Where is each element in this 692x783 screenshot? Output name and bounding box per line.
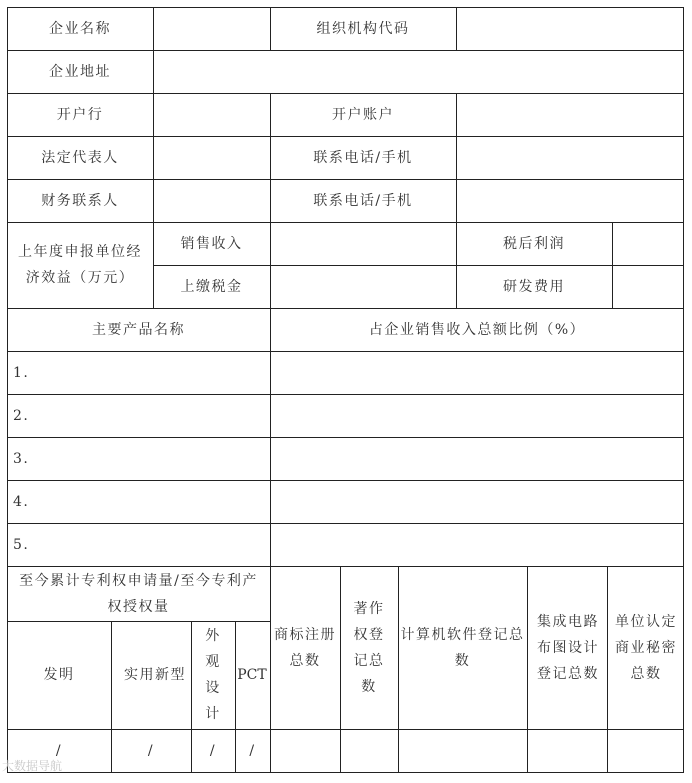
product-row-4[interactable]: 4. xyxy=(13,493,30,510)
label-legal-rep: 法定代表人 xyxy=(41,149,119,166)
hline-15 xyxy=(7,729,684,730)
input-ic-layout[interactable] xyxy=(527,729,607,773)
hline-bottom xyxy=(7,772,684,773)
watermark-text: 大数据导航 xyxy=(2,759,63,773)
vline-i xyxy=(398,566,399,773)
vline-j xyxy=(527,566,528,773)
input-rd-cost[interactable] xyxy=(612,265,684,308)
hline-7 xyxy=(7,308,684,309)
label-trade-secret: 单位认定商业秘密总数 xyxy=(615,613,677,682)
label-finance-contact: 财务联系人 xyxy=(41,192,119,209)
label-pct: PCT xyxy=(237,667,267,683)
vline-right xyxy=(683,7,684,773)
hline-9 xyxy=(7,394,684,395)
slash-pct[interactable]: / xyxy=(249,743,256,759)
label-main-product: 主要产品名称 xyxy=(92,321,185,338)
hline-12 xyxy=(7,523,684,524)
ratio-row-3[interactable] xyxy=(270,437,684,480)
hline-5 xyxy=(7,222,684,223)
slash-invention[interactable]: / xyxy=(55,743,63,759)
vline-a xyxy=(153,7,154,308)
vline-b1 xyxy=(270,7,271,50)
label-tax-paid: 上缴税金 xyxy=(180,278,243,295)
hline-11 xyxy=(7,480,684,481)
vline-h xyxy=(340,566,341,773)
label-software: 计算机软件登记总数 xyxy=(400,626,525,669)
input-software[interactable] xyxy=(398,729,527,773)
vline-left xyxy=(7,7,8,773)
label-revenue-ratio: 占企业销售收入总额比例（%） xyxy=(368,321,586,338)
hline-1 xyxy=(7,50,684,51)
label-bank-account: 开户账户 xyxy=(332,106,394,123)
vline-f xyxy=(191,621,192,773)
vline-c2 xyxy=(456,93,457,308)
vline-g xyxy=(235,621,236,773)
label-utility: 实用新型 xyxy=(124,667,186,683)
label-sales-revenue: 销售收入 xyxy=(180,235,243,252)
product-row-2[interactable]: 2. xyxy=(13,407,30,424)
slash-design[interactable]: / xyxy=(209,743,217,759)
hline-6 xyxy=(153,265,684,266)
input-company-name[interactable] xyxy=(153,7,270,50)
input-sales-revenue[interactable] xyxy=(270,222,456,265)
vline-k xyxy=(607,566,608,773)
label-contact-phone-2: 联系电话/手机 xyxy=(313,192,413,209)
ratio-row-4[interactable] xyxy=(270,480,684,523)
input-bank-account[interactable] xyxy=(456,93,684,136)
input-tax-paid[interactable] xyxy=(270,265,456,308)
label-copyright: 著作权登记总数 xyxy=(353,600,385,695)
vline-c1 xyxy=(456,7,457,50)
label-design: 外观设计 xyxy=(205,628,221,722)
input-after-tax-profit[interactable] xyxy=(612,222,684,265)
label-invention: 发明 xyxy=(43,667,75,683)
label-contact-phone-1: 联系电话/手机 xyxy=(313,149,413,166)
hline-3 xyxy=(7,136,684,137)
hline-14 xyxy=(7,621,270,622)
input-trade-secret[interactable] xyxy=(607,729,684,773)
ratio-row-2[interactable] xyxy=(270,394,684,437)
label-patent-header: 至今累计专利权申请量/至今专利产权授权量 xyxy=(19,572,258,615)
ratio-row-1[interactable] xyxy=(270,351,684,394)
hline-2 xyxy=(7,93,684,94)
input-bank[interactable] xyxy=(153,93,270,136)
hline-10 xyxy=(7,437,684,438)
input-copyright[interactable] xyxy=(340,729,398,773)
product-row-1[interactable]: 1. xyxy=(13,364,30,381)
label-trademark: 商标注册总数 xyxy=(274,626,336,669)
hline-8 xyxy=(7,351,684,352)
input-contact-phone-2[interactable] xyxy=(456,179,684,222)
hline-top xyxy=(7,7,684,8)
input-org-code[interactable] xyxy=(456,7,684,50)
label-company-address: 企业地址 xyxy=(49,63,111,80)
slash-utility[interactable]: / xyxy=(147,743,155,759)
input-contact-phone-1[interactable] xyxy=(456,136,684,179)
hline-4 xyxy=(7,179,684,180)
label-after-tax-profit: 税后利润 xyxy=(503,235,565,252)
label-org-code: 组织机构代码 xyxy=(316,20,410,37)
input-trademark[interactable] xyxy=(270,729,340,773)
vline-d xyxy=(612,222,613,308)
hline-13 xyxy=(7,566,684,567)
label-company-name: 企业名称 xyxy=(49,20,111,37)
input-finance-contact[interactable] xyxy=(153,179,270,222)
registration-form xyxy=(7,7,684,773)
label-bank: 开户行 xyxy=(56,106,104,123)
input-legal-rep[interactable] xyxy=(153,136,270,179)
label-rd-cost: 研发费用 xyxy=(503,278,565,295)
label-econ-benefit: 上年度申报单位经济效益（万元） xyxy=(18,244,142,286)
product-row-5[interactable]: 5. xyxy=(13,536,30,553)
input-company-address[interactable] xyxy=(153,50,684,93)
ratio-row-5[interactable] xyxy=(270,523,684,566)
product-row-3[interactable]: 3. xyxy=(13,450,30,467)
vline-e xyxy=(111,621,112,773)
vline-b2 xyxy=(270,93,271,773)
label-ic-layout: 集成电路布图设计登记总数 xyxy=(537,613,599,682)
